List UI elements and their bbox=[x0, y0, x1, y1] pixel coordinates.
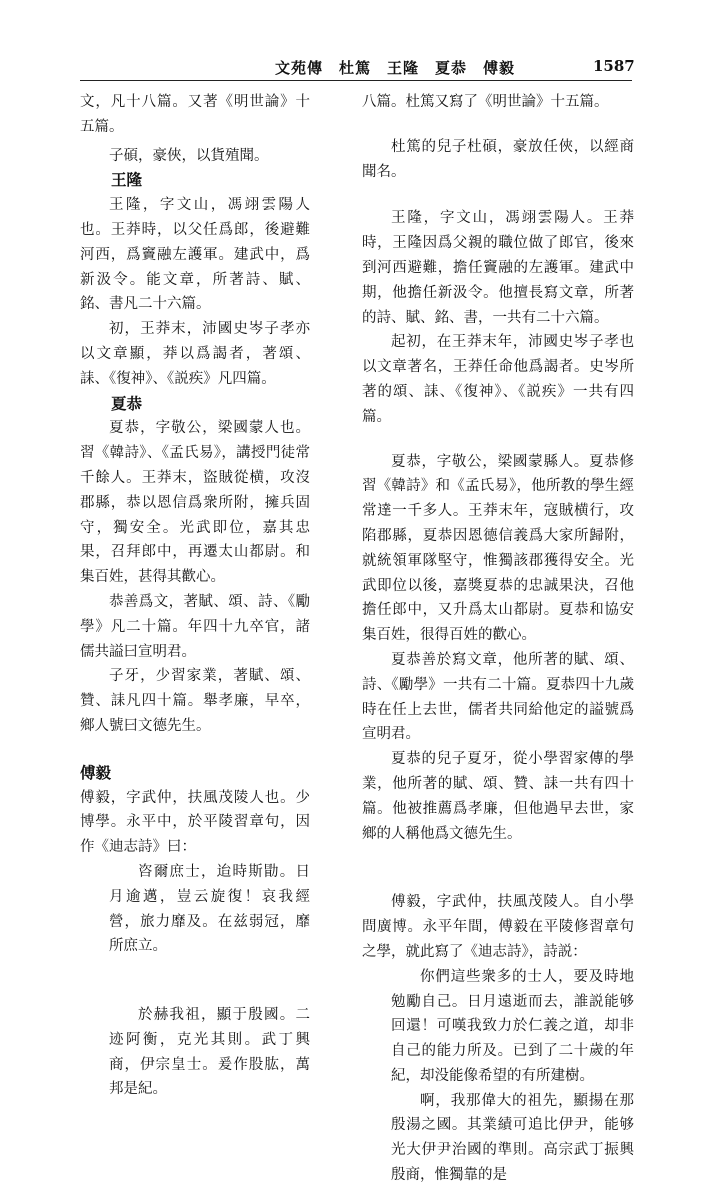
translation-column bbox=[362, 90, 634, 1188]
section-heading: 夏恭 bbox=[111, 393, 143, 413]
paragraph: 傅毅，字武仲，扶風茂陵人也。少博學。永平中，於平陵習章句，因作《迪志詩》曰： bbox=[80, 789, 310, 856]
paragraph: 夏恭的兒子夏牙，從小學習家傳的學業，他所著的賦、頌、贊、誄一共有四十篇。他被推薦爲孝廉，但他過早去世，家鄉的人稱他爲文德先生。 bbox=[362, 751, 634, 842]
paragraph: 恭善爲文，著賦、頌、詩、《勵學》凡二十篇。年四十九卒官，諸儒共謚曰宣明君。 bbox=[80, 593, 310, 660]
header-rule bbox=[80, 80, 632, 81]
paragraph: 傅毅，字武仲，扶風茂陵人。自小學問廣博。永平年間，傅毅在平陵修習章句之學，就此寫了《迪志詩》，詩説： bbox=[362, 894, 634, 960]
poem-translation: 你們這些衆多的士人，要及時地勉勵自己。日月遠逝而去，誰説能够回還！可嘆我致力於仁義之道，却非自己的能力所及。已到了二十歲的年紀，却没能像希望的有所建樹。 bbox=[391, 968, 634, 1084]
paragraph: 王隆，字文山，馮翊雲陽人也。王莽時，以父任爲郎，後避難河西，爲竇融左護軍。建武中，爲新汲令。能文章，所著詩、賦、銘、書凡二十六篇。 bbox=[80, 197, 310, 313]
paragraph: 夏恭善於寫文章，他所著的賦、頌、詩、《勵學》一共有二十篇。夏恭四十九歲時在任上去世，儒者共同給他定的謚號爲宣明君。 bbox=[362, 651, 634, 743]
poem-stanza: 咨爾庶士，迨時斯勖。日月逾邁，豈云旋復！哀我經營，旅力靡及。在兹弱冠，靡所庶立。 bbox=[109, 863, 310, 955]
section-heading: 王隆 bbox=[111, 170, 143, 190]
paragraph: 夏恭，字敬公，梁國蒙人也。習《韓詩》、《孟氏易》，講授門徒常千餘人。王莽末，盜賊從横，攻沒郡縣，恭以恩信爲衆所附，擁兵固守，獨安全。光武即位，嘉其忠果，召拜郎中，再遷太山都尉。和集百姓，甚得其歡心。 bbox=[80, 420, 310, 586]
paragraph: 王隆，字文山，馮翊雲陽人。王莽時，王隆因爲父親的職位做了郎官，後來到河西避難，擔任竇融的左護軍。建武中期，他擔任新汲令。他擅長寫文章，所著的詩、賦、銘、書，一共有二十六篇。 bbox=[362, 210, 634, 326]
paragraph: 文，凡十八篇。又著《明世論》十五篇。 bbox=[80, 94, 310, 135]
running-header-title: 文苑傳 杜篤 王隆 夏恭 傅毅 bbox=[275, 59, 516, 77]
paragraph: 子牙，少習家業，著賦、頌、贊、誄凡四十篇。舉孝廉，早卒，鄉人號曰文德先生。 bbox=[80, 668, 310, 734]
paragraph: 初，王莽末，沛國史岑子孝亦以文章顯，莽以爲謁者，著頌、誄、《復神》、《説疾》凡四篇。 bbox=[80, 321, 310, 387]
paragraph: 起初，在王莽末年，沛國史岑子孝也以文章著名，王莽任命他爲謁者。史岑所著的頌、誄、《復神》、《説疾》一共有四篇。 bbox=[362, 334, 634, 425]
paragraph: 杜篤的兒子杜碩，豪放任俠，以經商聞名。 bbox=[362, 138, 634, 180]
page-number: 1587 bbox=[593, 57, 635, 75]
section-heading: 傅毅 bbox=[80, 762, 112, 782]
paragraph: 八篇。杜篤又寫了《明世論》十五篇。 bbox=[362, 94, 609, 110]
paragraph: 子碩，豪俠，以貨殖聞。 bbox=[109, 147, 269, 164]
original-text-column bbox=[80, 90, 310, 1102]
paragraph: 夏恭，字敬公，梁國蒙縣人。夏恭修習《韓詩》和《孟氏易》，他所教的學生經常達一千多人。王莽末年，寇賊横行，攻陷郡縣，夏恭因恩德信義爲大家所歸附，就統領軍隊堅守，惟獨該郡獲得安全。光武即位以後，嘉獎夏恭的忠誠果決，召他擔任郎中，又升爲太山都尉。夏恭和協安集百姓，很得百姓的歡心。 bbox=[362, 453, 634, 644]
poem-translation: 啊，我那偉大的祖先，顯揚在那殷湯之國。其業績可追比伊尹，能够光大伊尹治國的準則。高宗武丁振興殷商，惟獨靠的是 bbox=[391, 1092, 634, 1184]
poem-stanza: 於赫我祖，顯于殷國。二迹阿衡，克光其則。武丁興商，伊宗皇士。爰作股肱，萬邦是紀。 bbox=[109, 1007, 310, 1098]
